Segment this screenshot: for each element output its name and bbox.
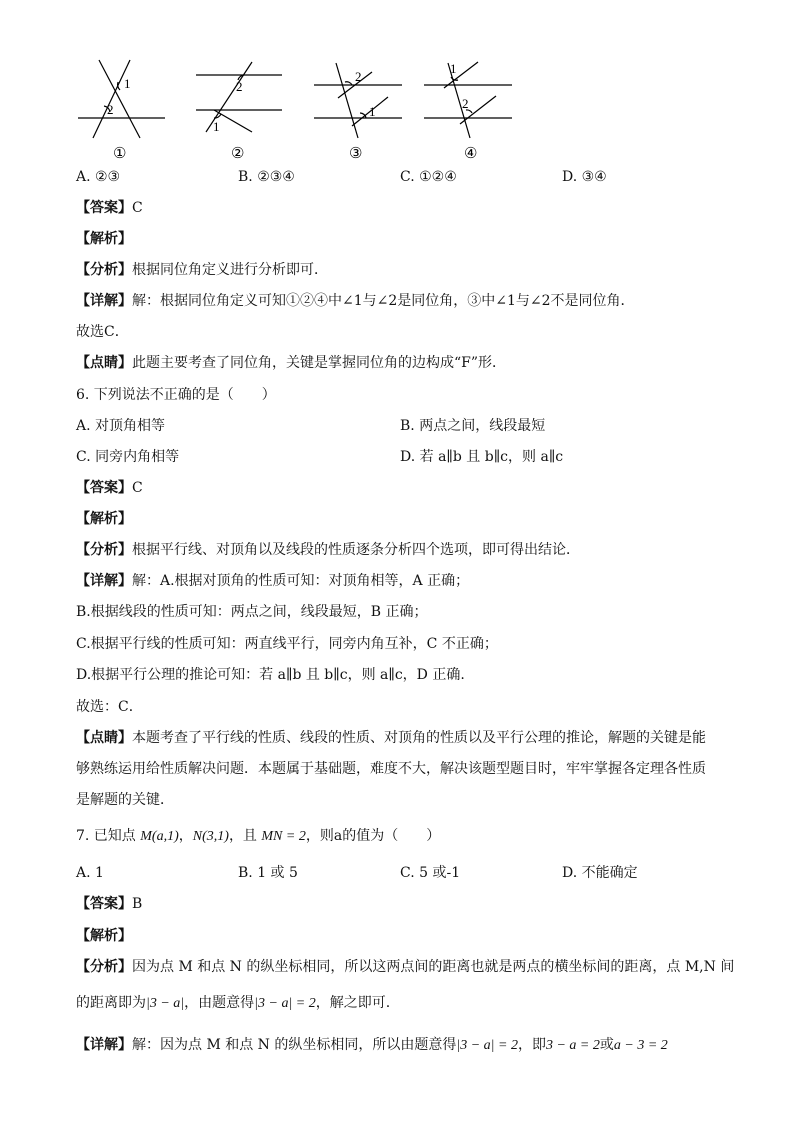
fenxi-tag: 【分析】 [76, 262, 132, 278]
q6-dianjing-line-1 [76, 728, 706, 748]
q6-option-c: C. 同旁内角相等 [76, 449, 180, 465]
q6-line-d: D.根据平行公理的推论可知：若 a∥b 且 b∥c，则 a∥c，D 正确. [76, 667, 465, 683]
q6-option-b: B. 两点之间，线段最短 [400, 418, 546, 434]
figure-1 [78, 60, 165, 138]
q7-abs-expr: |3 − a| [146, 996, 185, 1011]
q6-option-a: A. 对顶角相等 [76, 418, 166, 434]
q6-analysis-heading [76, 509, 132, 529]
q6-answer-line [76, 478, 143, 498]
q6-option-d: D. 若 a∥b 且 b∥c，则 a∥c [400, 449, 564, 465]
q7-xiangjie-eq1: |3 − a| = 2 [456, 1038, 518, 1053]
q5-fenxi-line [76, 260, 328, 280]
q5-option-b: B. ②③④ [238, 169, 295, 185]
q7-fenxi-2b: ，由题意得 [184, 995, 255, 1011]
q5-dianjing-line [76, 353, 506, 373]
answer-tag: 【答案】 [76, 480, 132, 496]
q7-fenxi-2a: 的距离即为 [76, 995, 146, 1011]
q5-xiangjie: 解：根据同位角定义可知①②④中∠1与∠2是同位角，③中∠1与∠2不是同位角． [132, 293, 635, 309]
q6-xiangjie: 解：A.根据对顶角的性质可知：对顶角相等，A 正确； [132, 573, 470, 589]
q7-analysis-heading [76, 926, 132, 946]
figure-2-caption: ② [231, 146, 245, 162]
q5-answer: C [132, 200, 143, 216]
analysis-tag: 【解析】 [76, 231, 132, 247]
q6-line-c: C.根据平行线的性质可知：两直线平行，同旁内角互补，C 不正确； [76, 636, 498, 652]
q5-fenxi: 根据同位角定义进行分析即可． [132, 262, 328, 278]
q7-option-b: B. 1 或 5 [238, 865, 298, 881]
answer-tag: 【答案】 [76, 896, 132, 912]
fig2-angle-2-label: 2 [236, 79, 243, 94]
q6-xiangjie-line [76, 571, 469, 591]
q7-stem-start: 7. 已知点 [76, 828, 141, 844]
q7-fenxi-2c: ，解之即可. [315, 995, 391, 1011]
q6-dianjing-line-3: 是解题的关键． [76, 792, 174, 808]
fig1-angle-2-label: 2 [107, 102, 114, 117]
q7-xiangjie-line [76, 1035, 668, 1056]
q7-xiangjie-a: 解：因为点 M 和点 N 的纵坐标相同，所以由题意得 [132, 1037, 457, 1053]
fig3-angle-2-label: 2 [355, 69, 362, 84]
fig4-angle-2-label: 2 [462, 96, 469, 111]
figure-1-caption: ① [113, 146, 127, 162]
q6-dianjing-1: 本题考查了平行线的性质、线段的性质、对顶角的性质以及平行公理的推论，解题的关键是能 [132, 730, 706, 746]
q7-stem [76, 826, 440, 847]
q5-xiangjie-line [76, 291, 635, 311]
angle-figures [0, 0, 794, 165]
xiangjie-tag: 【详解】 [76, 1037, 132, 1053]
dianjing-tag: 【点睛】 [76, 355, 132, 371]
q7-xiangjie-b: ，即 [517, 1037, 546, 1053]
q7-fenxi-line-1 [76, 957, 734, 977]
fig1-angle-1-label: 1 [124, 76, 131, 91]
q7-equation: MN = 2 [261, 829, 306, 844]
fenxi-tag: 【分析】 [76, 542, 132, 558]
q6-line-b: B.根据线段的性质可知：两点之间，线段最短，B 正确； [76, 604, 428, 620]
q7-option-a: A. 1 [76, 865, 104, 881]
xiangjie-tag: 【详解】 [76, 573, 132, 589]
q7-xiangjie-c: 或 [599, 1037, 614, 1053]
q6-fenxi-line [76, 540, 580, 560]
xiangjie-tag: 【详解】 [76, 293, 132, 309]
q5-dianjing: 此题主要考查了同位角，关键是掌握同位角的边构成“F”形． [132, 355, 507, 371]
q5-option-d: D. ③④ [562, 169, 607, 185]
q7-end: ，则a的值为（ ） [305, 828, 441, 844]
q5-option-a: A. ②③ [76, 169, 121, 185]
analysis-tag: 【解析】 [76, 928, 132, 944]
fig3-angle-1-label: 1 [369, 104, 376, 119]
q7-point-n: N(3,1) [192, 829, 229, 844]
q6-conclusion: 故选：C． [76, 699, 143, 715]
fig4-angle-1-label: 1 [450, 61, 457, 76]
q7-option-d: D. 不能确定 [562, 865, 638, 881]
fenxi-tag: 【分析】 [76, 959, 132, 975]
q7-answer-line [76, 894, 142, 914]
q7-mid: ，且 [228, 828, 262, 844]
fig2-angle-1-label: 1 [213, 119, 220, 134]
q5-analysis-heading [76, 229, 132, 249]
q5-option-c: C. ①②④ [400, 169, 457, 185]
q7-point-m: M(a,1) [140, 829, 179, 844]
q6-stem: 6. 下列说法不正确的是（ ） [76, 387, 276, 403]
q7-fenxi-line-2 [76, 993, 390, 1014]
figure-2 [196, 62, 282, 132]
q7-fenxi-1: 因为点 M 和点 N 的纵坐标相同，所以这两点间的距离也就是两点的横坐标间的距离，点 M,N 间 [132, 959, 735, 975]
q5-conclusion: 故选C． [76, 324, 129, 340]
q7-xiangjie-eq2: 3 − a = 2 [545, 1038, 600, 1053]
q7-option-c: C. 5 或-1 [400, 865, 461, 881]
q7-abs-eq: |3 − a| = 2 [254, 996, 316, 1011]
q7-sep: ， [178, 828, 193, 844]
dianjing-tag: 【点睛】 [76, 730, 132, 746]
q6-answer: C [132, 480, 143, 496]
q7-xiangjie-eq3: a − 3 = 2 [613, 1038, 668, 1053]
figure-4-caption: ④ [464, 146, 478, 162]
q6-dianjing-line-2: 够熟练运用给性质解决问题．本题属于基础题，难度不大，解决该题型题目时，牢牢掌握各定理各性质 [76, 761, 706, 777]
figure-3-caption: ③ [349, 146, 363, 162]
q7-answer: B [132, 896, 143, 912]
answer-tag: 【答案】 [76, 200, 132, 216]
q6-fenxi: 根据平行线、对顶角以及线段的性质逐条分析四个选项，即可得出结论． [132, 542, 580, 558]
q5-answer-line [76, 198, 143, 218]
analysis-tag: 【解析】 [76, 511, 132, 527]
